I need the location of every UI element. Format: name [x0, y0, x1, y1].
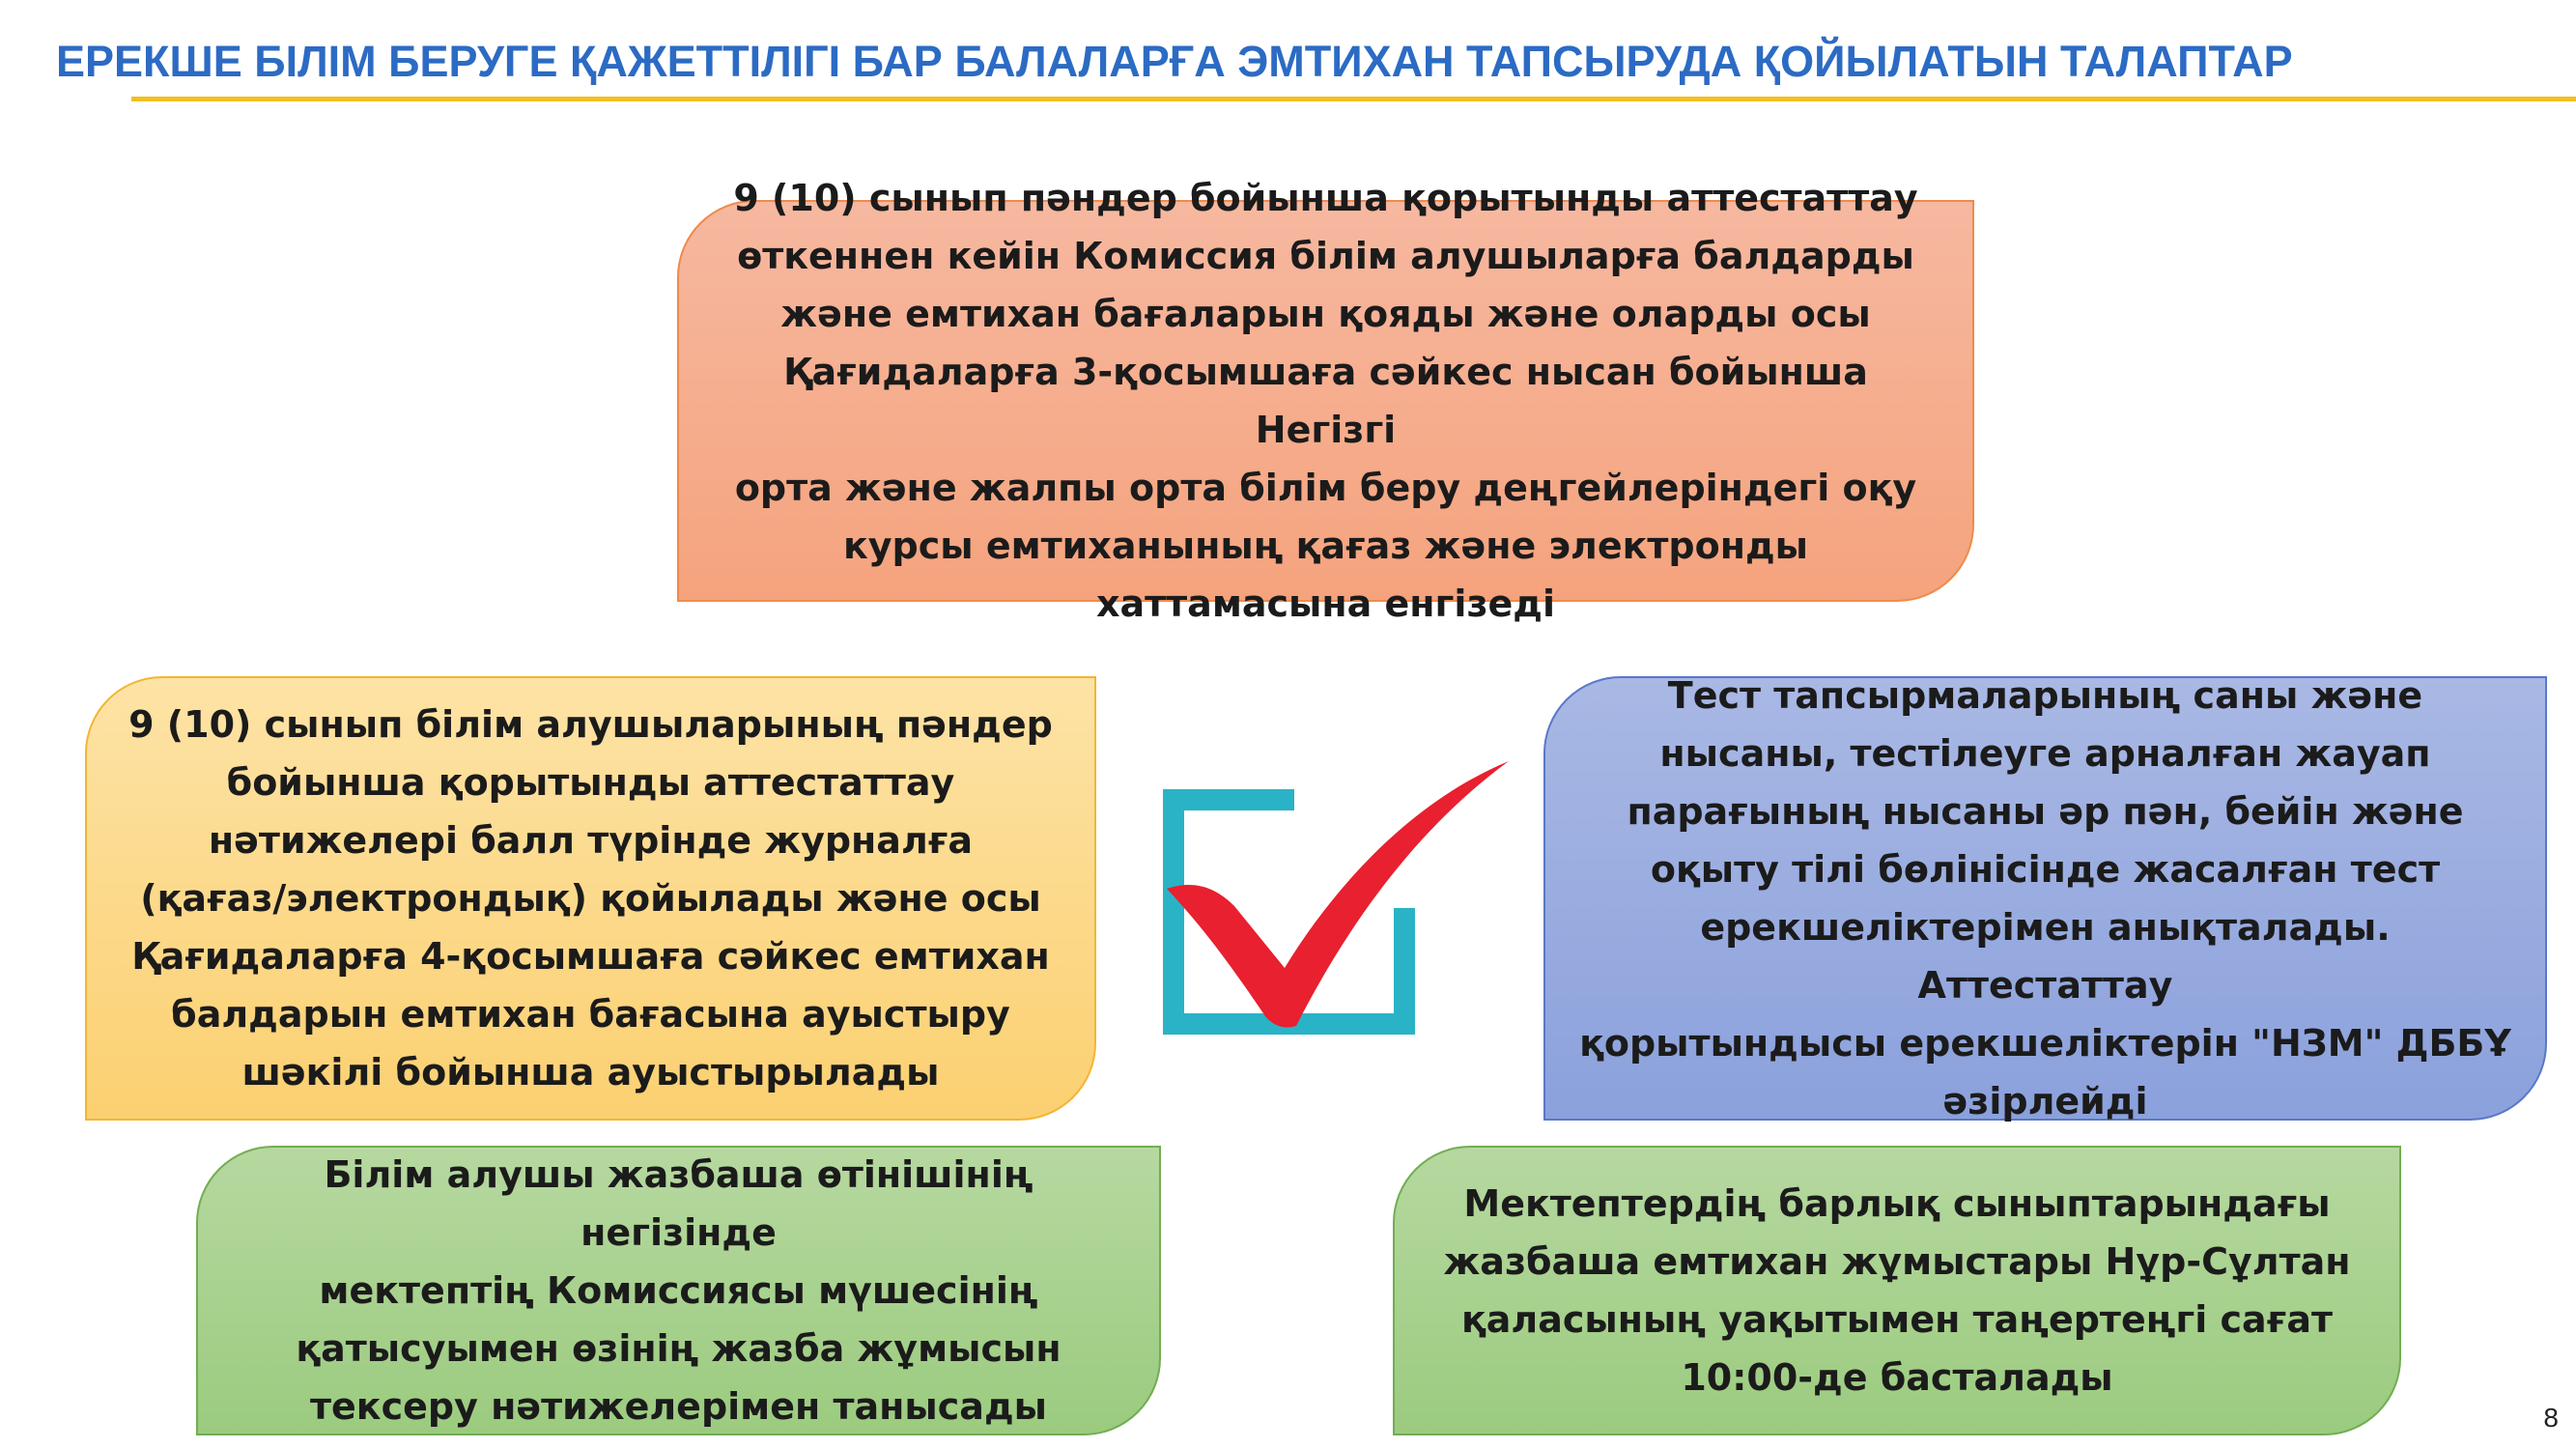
- text-line: жазбаша емтихан жұмыстары Нұр-Сұлтан: [1443, 1240, 2351, 1283]
- checkbox-checkmark-icon: [1149, 744, 1516, 1043]
- info-box-right: [1543, 676, 2547, 1121]
- text-line: Білім алушы жазбаша өтінішінің негізінде: [324, 1153, 1033, 1254]
- info-box-bottom-right: [1393, 1146, 2401, 1435]
- text-line: қаласының уақытымен таңертеңгі сағат: [1460, 1298, 2333, 1341]
- text-line: Тест тапсырмаларының саны және: [1667, 674, 2423, 717]
- page-number: 8: [2543, 1403, 2559, 1433]
- info-box-top-text: [708, 169, 1943, 633]
- info-box-bottom-left-text: [227, 1146, 1130, 1435]
- text-line: 9 (10) сынып білім алушыларының пәндер: [128, 703, 1053, 746]
- text-line: нысаны, тестілеуге арналған жауап: [1659, 732, 2431, 775]
- text-line: мектептің Комиссиясы мүшесінің: [319, 1269, 1038, 1312]
- text-line: 10:00-де басталады: [1681, 1356, 2113, 1399]
- text-line: орта және жалпы орта білім беру деңгейлеріндегі оқу: [734, 467, 1917, 509]
- text-line: (қағаз/электрондық) қойылады және осы: [140, 877, 1041, 920]
- text-line: және емтихан бағаларын қояды және оларды осы: [780, 293, 1871, 335]
- info-box-left-text: [128, 696, 1053, 1101]
- text-line: тексеру нәтижелерімен танысады: [309, 1385, 1047, 1428]
- info-box-left: [85, 676, 1096, 1121]
- page-title: ЕРЕКШЕ БІЛІМ БЕРУГЕ ҚАЖЕТТІЛІГІ БАР БАЛАЛАРҒА ЭМТИХАН ТАПСЫРУДА ҚОЙЫЛАТЫН ТАЛАПТАР: [56, 37, 2293, 86]
- title-underline: [131, 97, 2576, 101]
- text-line: 9 (10) сынып пәндер бойынша қорытынды аттестаттау: [733, 177, 1918, 219]
- text-line: нәтижелері балл түрінде журналға: [208, 819, 974, 862]
- text-line: парағының нысаны әр пән, бейін және: [1627, 790, 2464, 833]
- text-line: бойынша қорытынды аттестаттау: [226, 761, 955, 804]
- text-line: хаттамасына енгізеді: [1095, 582, 1556, 625]
- text-line: шәкілі бойынша ауыстырылады: [241, 1051, 940, 1094]
- text-line: өткеннен кейін Комиссия білім алушыларға балдарды: [737, 235, 1914, 277]
- info-box-bottom-right-text: [1443, 1175, 2350, 1406]
- info-box-top: [677, 177, 1974, 625]
- text-line: қатысуымен өзінің жазба жұмысын: [296, 1327, 1062, 1370]
- text-line: ерекшеліктерімен анықталады. Аттестаттау: [1700, 906, 2391, 1007]
- info-box-right-text: [1574, 667, 2516, 1130]
- info-box-bottom-left: [196, 1146, 1161, 1435]
- text-line: Қағидаларға 3-қосымшаға сәйкес нысан бойынша Негізгі: [783, 351, 1868, 451]
- text-line: әзірлейді: [1942, 1080, 2148, 1122]
- text-line: Қағидаларға 4-қосымшаға сәйкес емтихан: [131, 935, 1050, 978]
- text-line: курсы емтиханының қағаз және электронды: [842, 525, 1809, 567]
- text-line: балдарын емтихан бағасына ауыстыру: [171, 993, 1010, 1036]
- text-line: Мектептердің барлық сыныптарындағы: [1463, 1182, 2331, 1225]
- text-line: оқыту тілі бөлінісінде жасалған тест: [1650, 848, 2441, 891]
- text-line: қорытындысы ерекшеліктерін "НЗМ" ДББҰ: [1579, 1022, 2511, 1065]
